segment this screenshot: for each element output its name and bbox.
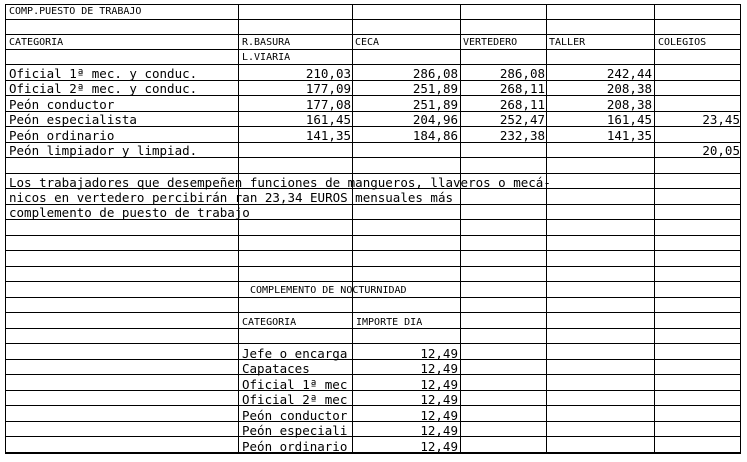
noct-row-2-categoria: Capataces	[242, 361, 310, 376]
nocturnidad-title: COMPLEMENTO DE NOCTURNIDAD	[250, 285, 407, 296]
row-3-taller: 208,38	[606, 97, 652, 112]
note-line-3: complemento de puesto de trabajo	[9, 205, 250, 220]
row-3-categoria: Peón conductor	[9, 97, 115, 112]
grid-col-line	[5, 4, 6, 453]
noct-row-5-importe: 12,49	[420, 408, 458, 423]
row-3-ceca: 251,89	[412, 97, 458, 112]
row-1-taller: 242,44	[606, 66, 652, 81]
subheader-l-viaria: L.VIARIA	[242, 52, 291, 63]
row-2-vertedero: 268,11	[499, 81, 545, 96]
nocturnidad-header-importe: IMPORTE DIA	[356, 317, 423, 328]
row-5-vertedero: 232,38	[499, 128, 545, 143]
grid-row-line	[5, 266, 741, 267]
row-4-categoria: Peón especialista	[9, 112, 137, 127]
grid-row-line	[5, 235, 741, 236]
grid-row-line	[5, 19, 741, 20]
note-line-2: nicos en vertedero percibirán ran 23,34 EUROS mensuales más	[9, 190, 454, 205]
noct-row-6-categoria: Peón especiali	[242, 423, 348, 438]
noct-row-3-categoria: Oficial 1ª mec	[242, 377, 348, 392]
noct-row-7-categoria: Peón ordinario	[242, 439, 348, 454]
noct-row-1-importe: 12,49	[420, 346, 458, 361]
noct-row-6-importe: 12,49	[420, 423, 458, 438]
row-2-categoria: Oficial 2ª mec. y conduc.	[9, 81, 198, 96]
header-vertedero: VERTEDERO	[463, 37, 518, 48]
header-categoria: CATEGORIA	[9, 37, 64, 48]
row-5-taller: 141,35	[606, 128, 652, 143]
noct-row-1-categoria: Jefe o encarga	[242, 346, 348, 361]
noct-row-4-importe: 12,49	[420, 392, 458, 407]
row-5-ceca: 184,86	[412, 128, 458, 143]
row-4-r-basura: 161,45	[305, 112, 351, 127]
row-5-r-basura: 141,35	[305, 128, 351, 143]
grid-row-line	[5, 173, 741, 174]
row-1-vertedero: 286,08	[499, 66, 545, 81]
row-1-ceca: 286,08	[412, 66, 458, 81]
grid-col-line	[740, 4, 741, 453]
noct-row-7-importe: 12,49	[420, 439, 458, 454]
row-6-colegios: 20,05	[702, 143, 740, 158]
row-4-vertedero: 252,47	[499, 112, 545, 127]
row-6-categoria: Peón limpiador y limpiad.	[9, 143, 198, 158]
row-1-categoria: Oficial 1ª mec. y conduc.	[9, 66, 198, 81]
header-ceca: CECA	[355, 37, 380, 48]
nocturnidad-header-categoria: CATEGORIA	[242, 317, 297, 328]
grid-row-line	[5, 312, 741, 313]
grid-row-line	[5, 281, 741, 282]
row-2-r-basura: 177,09	[305, 81, 351, 96]
row-2-taller: 208,38	[606, 81, 652, 96]
row-1-r-basura: 210,03	[305, 66, 351, 81]
grid-col-line	[654, 4, 655, 453]
row-4-taller: 161,45	[606, 112, 652, 127]
sheet-title: COMP.PUESTO DE TRABAJO	[9, 6, 142, 17]
row-2-ceca: 251,89	[412, 81, 458, 96]
row-5-categoria: Peón ordinario	[9, 128, 115, 143]
header-r-basura: R.BASURA	[242, 37, 291, 48]
note-line-1: Los trabajadores que desempeñen funciones de mangueros, llaveros o mecá-	[9, 175, 551, 190]
noct-row-3-importe: 12,49	[420, 377, 458, 392]
header-colegios: COLEGIOS	[658, 37, 707, 48]
grid-row-line	[5, 64, 741, 65]
grid-row-line	[5, 343, 741, 344]
row-4-colegios: 23,45	[702, 112, 740, 127]
row-3-r-basura: 177,08	[305, 97, 351, 112]
row-3-vertedero: 268,11	[499, 97, 545, 112]
noct-row-2-importe: 12,49	[420, 361, 458, 376]
row-4-ceca: 204,96	[412, 112, 458, 127]
noct-row-4-categoria: Oficial 2ª mec	[242, 392, 348, 407]
header-taller: TALLER	[549, 37, 586, 48]
grid-row-line	[5, 250, 741, 251]
noct-row-5-categoria: Peón conductor	[242, 408, 348, 423]
